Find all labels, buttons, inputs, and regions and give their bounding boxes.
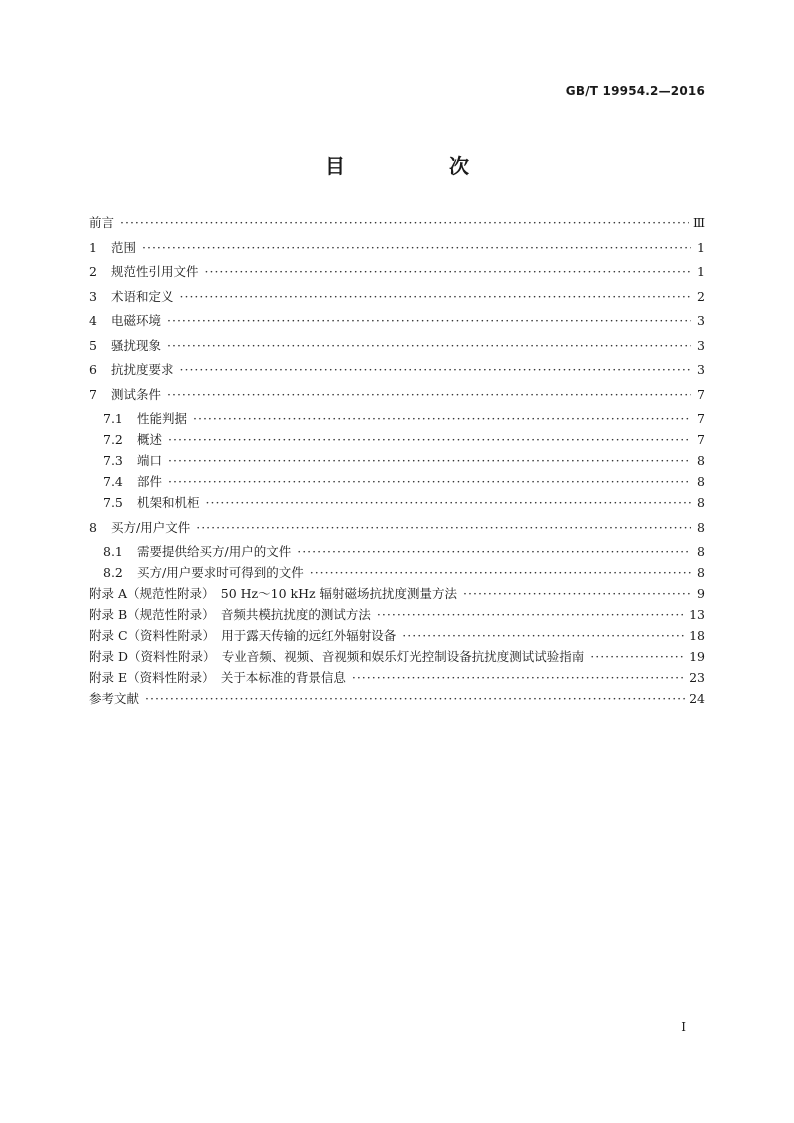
toc-page-number: 8 — [697, 474, 705, 489]
toc-leader-dots — [167, 388, 691, 402]
toc-entry-annex-d[interactable] — [89, 650, 705, 664]
toc-entry-label: 需要提供给买方/用户的文件 — [137, 544, 292, 559]
toc-entry-5[interactable] — [89, 339, 705, 353]
toc-page-number: 7 — [697, 432, 705, 447]
page-title: 目 次 — [325, 154, 511, 178]
toc-entry-label: 术语和定义 — [111, 288, 174, 304]
toc-page-number: 23 — [689, 670, 705, 685]
toc-entry-number: 6 — [89, 362, 97, 377]
toc-entry-number: 7 — [89, 386, 97, 402]
toc-entry-label: 端口 — [137, 453, 163, 468]
page-number: Ⅰ — [681, 1020, 686, 1034]
toc-page-number: 24 — [689, 691, 705, 706]
toc-entry-7-3[interactable] — [89, 454, 705, 468]
toc-entry-number: 7.3 — [103, 453, 123, 468]
toc-entry-label: 电磁环境 — [111, 313, 162, 328]
toc-entry-number: 7.4 — [103, 474, 123, 489]
toc-leader-dots — [168, 433, 691, 447]
toc-page-number: 19 — [689, 649, 705, 664]
toc-page-number: 8 — [697, 519, 705, 535]
toc-page-number: 8 — [697, 453, 705, 468]
toc-entry-7-4[interactable] — [89, 475, 705, 489]
toc-entry-number: 4 — [89, 313, 97, 328]
toc-page-number: 7 — [697, 411, 705, 426]
toc-entry-label: 买方/用户文件 — [111, 519, 191, 535]
table-of-contents — [89, 216, 705, 713]
toc-entry-label: 抗扰度要求 — [111, 362, 174, 377]
toc-entry-number: 7.5 — [103, 495, 123, 510]
toc-leader-dots — [167, 314, 691, 328]
toc-page-number: 1 — [697, 239, 705, 255]
toc-entry-label: 附录 A（规范性附录） 50 Hz～10 kHz 辐射磁场抗扰度测量方法 — [89, 586, 458, 601]
toc-page-number: 18 — [689, 628, 705, 643]
toc-entry-3[interactable] — [89, 290, 705, 304]
toc-entry-label: 概述 — [137, 432, 163, 447]
toc-page-number: 7 — [697, 386, 705, 402]
toc-entry-number: 2 — [89, 264, 97, 279]
toc-leader-dots — [206, 496, 691, 510]
toc-entry-foreword[interactable] — [89, 216, 705, 230]
toc-entry-annex-e[interactable] — [89, 671, 705, 685]
toc-entry-label: 性能判据 — [137, 411, 188, 426]
toc-entry-label: 机架和机柜 — [137, 495, 200, 510]
toc-leader-dots — [590, 650, 685, 664]
toc-leader-dots — [168, 475, 691, 489]
toc-entry-annex-a[interactable] — [89, 587, 705, 601]
toc-entry-label: 前言 — [89, 215, 115, 230]
toc-entry-2[interactable] — [89, 265, 705, 279]
toc-entry-bibliography[interactable] — [89, 692, 705, 706]
toc-entry-7-1[interactable] — [89, 412, 705, 426]
toc-leader-dots — [377, 608, 685, 622]
toc-page-number: 1 — [697, 264, 705, 279]
toc-entry-label: 骚扰现象 — [111, 337, 162, 353]
toc-entry-number: 8.2 — [103, 565, 123, 580]
toc-entry-label: 买方/用户要求时可得到的文件 — [137, 565, 304, 580]
toc-page-number: 2 — [697, 288, 705, 304]
toc-entry-8-2[interactable] — [89, 566, 705, 580]
toc-entry-number: 3 — [89, 288, 97, 304]
toc-leader-dots — [180, 290, 691, 304]
toc-page-number: 3 — [697, 362, 705, 377]
toc-leader-dots — [120, 216, 689, 230]
toc-page-number: 8 — [697, 495, 705, 510]
toc-entry-annex-c[interactable] — [89, 629, 705, 643]
toc-entry-1[interactable] — [89, 241, 705, 255]
toc-entry-label: 附录 D（资料性附录） 专业音频、视频、音视频和娱乐灯光控制设备抗扰度测试试验指南 — [89, 649, 585, 664]
toc-leader-dots — [402, 629, 685, 643]
toc-entry-label: 范围 — [111, 239, 137, 255]
toc-leader-dots — [463, 587, 691, 601]
toc-entry-number: 8.1 — [103, 544, 123, 559]
toc-leader-dots — [310, 566, 691, 580]
toc-entry-number: 1 — [89, 239, 97, 255]
toc-entry-label: 附录 C（资料性附录） 用于露天传输的远红外辐射设备 — [89, 628, 397, 643]
toc-entry-label: 测试条件 — [111, 386, 162, 402]
toc-entry-label: 附录 B（规范性附录） 音频共模抗扰度的测试方法 — [89, 607, 371, 622]
toc-entry-label: 部件 — [137, 474, 163, 489]
toc-leader-dots — [205, 265, 691, 279]
toc-entry-number: 8 — [89, 519, 97, 535]
toc-entry-4[interactable] — [89, 314, 705, 328]
toc-leader-dots — [145, 692, 685, 706]
toc-page-number: 3 — [697, 313, 705, 328]
toc-leader-dots — [297, 545, 691, 559]
toc-entry-8-1[interactable] — [89, 545, 705, 559]
toc-page-number: 8 — [697, 565, 705, 580]
toc-leader-dots — [142, 241, 691, 255]
toc-entry-label: 规范性引用文件 — [111, 264, 199, 279]
toc-entry-6[interactable] — [89, 363, 705, 377]
toc-page-number: Ⅲ — [692, 215, 705, 230]
toc-leader-dots — [168, 454, 691, 468]
toc-entry-annex-b[interactable] — [89, 608, 705, 622]
toc-page-number: 3 — [697, 337, 705, 353]
toc-leader-dots — [193, 412, 691, 426]
toc-entry-label: 参考文献 — [89, 691, 140, 706]
toc-leader-dots — [167, 339, 691, 353]
toc-entry-7-5[interactable] — [89, 496, 705, 510]
toc-entry-7-2[interactable] — [89, 433, 705, 447]
toc-page-number: 13 — [689, 607, 705, 622]
toc-entry-8[interactable] — [89, 521, 705, 535]
toc-entry-label: 附录 E（资料性附录） 关于本标准的背景信息 — [89, 670, 346, 685]
toc-entry-7[interactable] — [89, 388, 705, 402]
toc-page-number: 9 — [697, 586, 705, 601]
toc-page-number: 8 — [697, 544, 705, 559]
toc-entry-number: 7.1 — [103, 411, 123, 426]
toc-entry-number: 5 — [89, 337, 97, 353]
toc-leader-dots — [180, 363, 691, 377]
toc-leader-dots — [352, 671, 685, 685]
standard-code: GB/T 19954.2—2016 — [565, 84, 705, 98]
toc-leader-dots — [196, 521, 691, 535]
toc-entry-number: 7.2 — [103, 432, 123, 447]
